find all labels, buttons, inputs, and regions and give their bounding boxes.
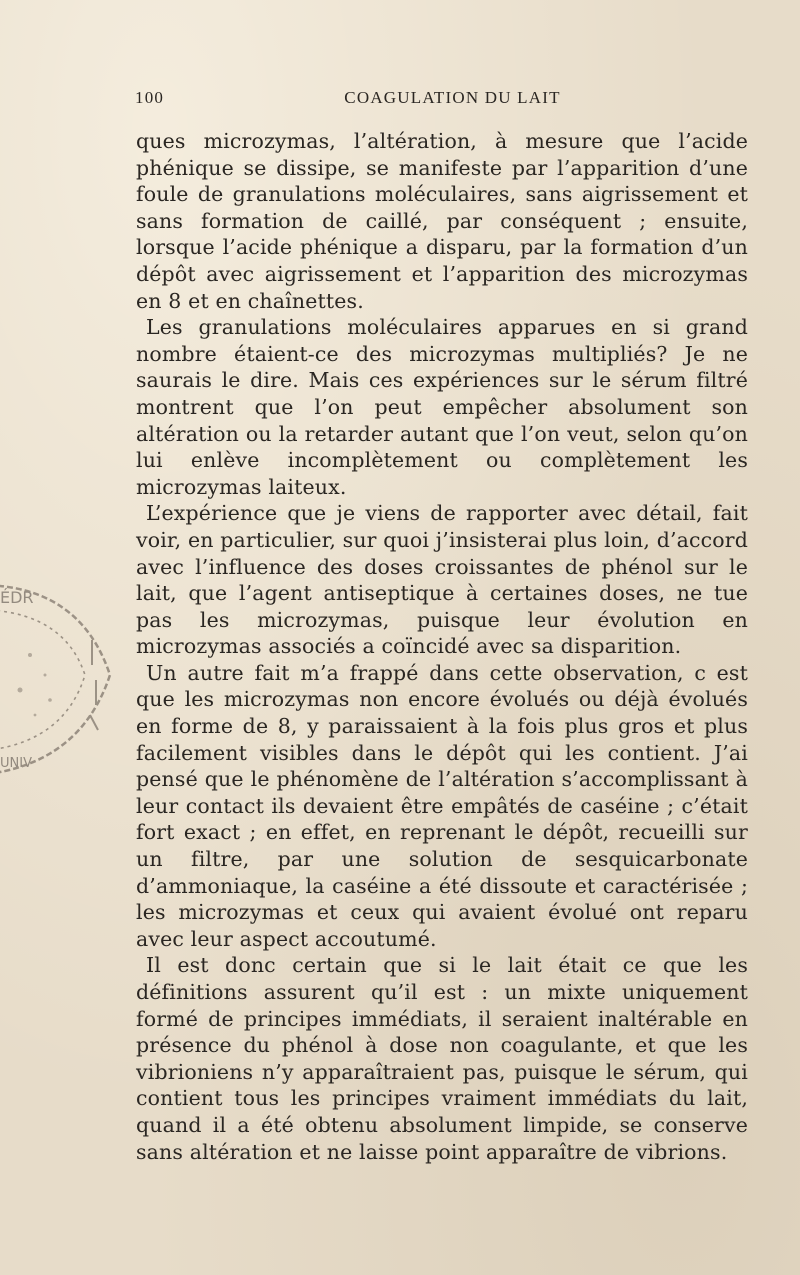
- library-stamp-icon: [0, 555, 120, 805]
- paragraph: Un autre fait m’a frappé dans cette observation, c est que les microzymas non encore évolués ou déjà évolués en forme de 8, y paraissaient à la fois plus gros et plus facilement visibles dans le dépôt qui les contient. J’ai pensé que le phénomène de l’altération s’accomplissant à leur contact ils devaient être empâtés de caséine ; c’était fort exact ; en effet, en reprenant le dépôt, recueilli sur un filtre, par une solution de sesquicarbonate d’ammoniaque, la caséine a été dissoute et caractérisée ; les microzymas et ceux qui avaient évolué ont reparu avec leur aspect accoutumé.: [136, 660, 748, 951]
- stamp-text-top: ÉDR: [0, 588, 34, 607]
- body-text: [136, 128, 748, 1165]
- paragraph: L’expérience que je viens de rapporter avec détail, fait voir, en particulier, sur quoi j’insisterai plus loin, d’accord avec l’influence des doses croissantes de phénol sur le lait, que l’agent antiseptique à certaines doses, ne tue pas les microzymas, puisque leur évolution en microzymas associés a coïncidé avec sa disparition.: [136, 501, 748, 659]
- stamp-text-bottom: UNIV: [0, 756, 32, 771]
- running-title: COAGULATION DU LAIT: [344, 88, 561, 107]
- paragraph-continuation: ques microzymas, l’altération, à mesure que l’acide phénique se dissipe, se manifeste par l’apparition d’une foule de granulations moléculaires, sans aigrissement et sans formation de caillé, par conséquent ; ensuite, lorsque l’acide phénique a disparu, par la formation d’un dépôt avec aigrissement et l’apparition des microzymas en 8 et en chaînettes.: [136, 129, 748, 313]
- running-head: [135, 88, 750, 112]
- paragraph: Il est donc certain que si le lait était ce que les définitions assurent qu’il est : un mixte uniquement formé de principes immédiats, il seraient inaltérable en présence du phénol à dose non coagulante, et que les vibrioniens n’y apparaîtraient pas, puisque le sérum, qui contient tous les principes vraiment immédiats du lait, quand il a été obtenu absolument limpide, se conserve sans altération et ne laisse point apparaître de vibrions.: [136, 953, 748, 1164]
- paragraph: Les granulations moléculaires apparues en si grand nombre étaient-ce des microzymas multipliés? Je ne saurais le dire. Mais ces expériences sur le sérum filtré montrent que l’on peut empêcher absolument son altération ou la retarder autant que l’on veut, selon qu’on lui enlève incomplètement ou complètement les microzymas laiteux.: [136, 315, 748, 499]
- page-number: 100: [135, 88, 165, 107]
